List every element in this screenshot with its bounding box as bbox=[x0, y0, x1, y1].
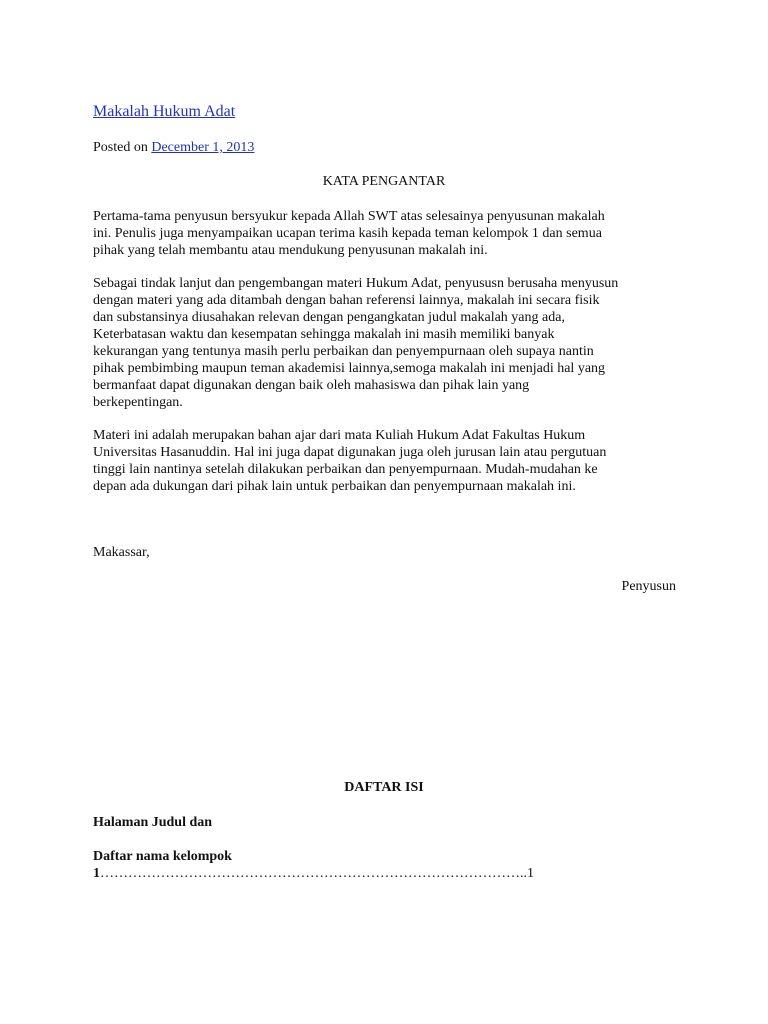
paragraph-line: Universitas Hasanuddin. Hal ini juga dapat digunakan juga oleh jurusan lain atau pergutuan bbox=[93, 445, 607, 460]
toc-item-title-page: Halaman Judul dan bbox=[93, 815, 213, 830]
paragraph-line: Sebagai tindak lanjut dan pengembangan materi Hukum Adat, penyususn berusaha menyusun bbox=[93, 276, 619, 291]
paragraph-line: kekurangan yang tentunya masih perlu perbaikan dan penyempurnaan oleh supaya nantin bbox=[93, 344, 594, 359]
toc-heading: DAFTAR ISI bbox=[344, 780, 424, 795]
toc-entry-line bbox=[93, 866, 534, 882]
foreword-paragraph-3 bbox=[93, 427, 693, 495]
paragraph-line: Materi ini adalah merupakan bahan ajar dari mata Kuliah Hukum Adat Fakultas Hukum bbox=[93, 428, 586, 443]
paragraph-line: pihak pembimbing maupun teman akademisi lainnya,semoga makalah ini menjadi hal yang bbox=[93, 361, 606, 376]
paragraph-line: Pertama-tama penyusun bersyukur kepada Allah SWT atas selesainya penyusunan makalah bbox=[93, 209, 605, 224]
paragraph-line: dan substansinya diusahakan relevan dengan pengangkatan judul makalah yang ada, bbox=[93, 310, 565, 325]
toc-item-group-list: Daftar nama kelompok bbox=[93, 849, 232, 864]
paragraph-line: pihak yang telah membantu atau mendukung penyusunan makalah ini. bbox=[93, 243, 488, 258]
posted-line bbox=[93, 140, 254, 156]
foreword-paragraph-1 bbox=[93, 208, 693, 259]
paragraph-line: Keterbatasan waktu dan kesempatan sehingga makalah ini masih memiliki banyak bbox=[93, 327, 555, 342]
signature-city: Makassar, bbox=[93, 545, 150, 560]
toc-entry-page: .1 bbox=[523, 866, 534, 881]
foreword-paragraph-2 bbox=[93, 275, 693, 411]
paragraph-line: tinggi lain nantinya setelah dilakukan perbaikan dan penyempurnaan. Mudah-mudahan ke bbox=[93, 462, 598, 477]
posted-date-link[interactable]: December 1, 2013 bbox=[151, 140, 255, 155]
signature-author: Penyusun bbox=[621, 579, 676, 594]
paragraph-line: dengan materi yang ada ditambah dengan bahan referensi lainnya, makalah ini secara fisik bbox=[93, 293, 600, 308]
post-title-link[interactable]: Makalah Hukum Adat bbox=[93, 103, 236, 120]
paragraph-line: depan ada dukungan dari pihak lain untuk perbaikan dan penyempurnaan makalah ini. bbox=[93, 479, 576, 494]
toc-entry-number: 1 bbox=[93, 866, 100, 881]
paragraph-line: bermanfaat dapat digunakan dengan baik oleh mahasiswa dan pihak lain yang bbox=[93, 378, 530, 393]
paragraph-line: ini. Penulis juga menyampaikan ucapan terima kasih kepada teman kelompok 1 dan semua bbox=[93, 226, 602, 241]
toc-entry-leader: ………………………………………………………………………………. bbox=[100, 866, 524, 881]
paragraph-line: berkepentingan. bbox=[93, 395, 183, 410]
foreword-heading: KATA PENGANTAR bbox=[322, 174, 446, 189]
posted-prefix: Posted on bbox=[93, 140, 148, 155]
